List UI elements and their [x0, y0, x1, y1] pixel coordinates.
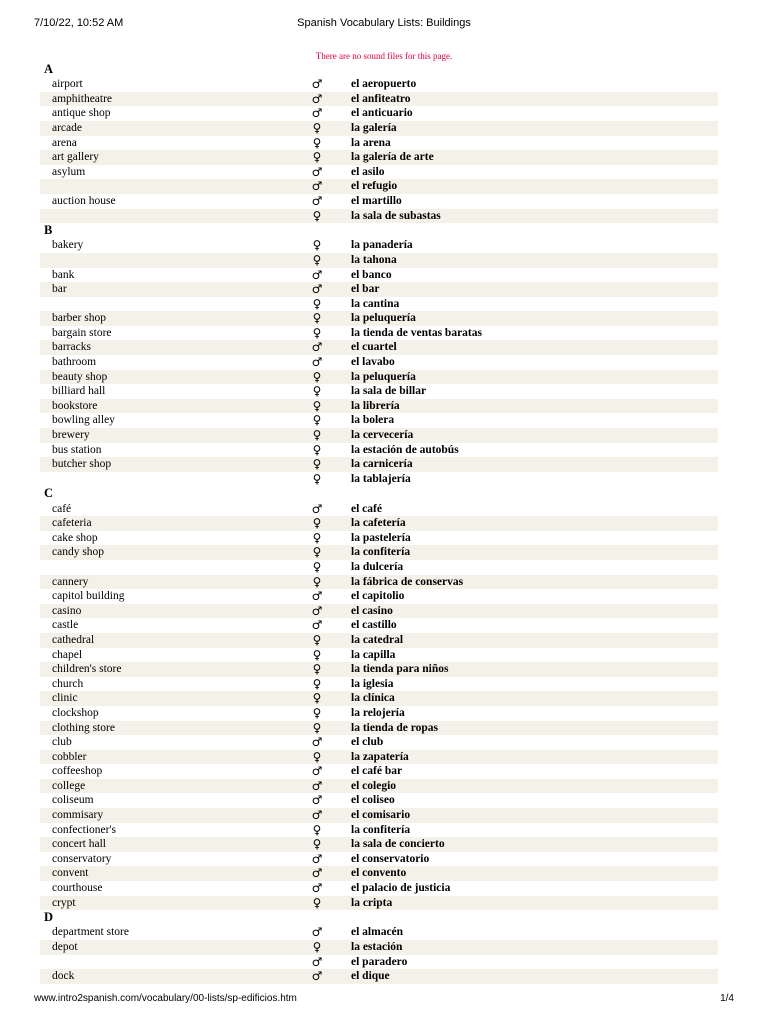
feminine-icon: ♀	[312, 662, 322, 677]
vocab-row	[40, 691, 718, 706]
vocab-row	[40, 940, 718, 955]
feminine-icon: ♀	[312, 325, 322, 340]
spanish-term: el almacén	[351, 926, 404, 939]
spanish-term: el coliseo	[351, 794, 395, 807]
spanish-term: la sala de subastas	[351, 209, 441, 222]
vocab-row	[40, 194, 718, 209]
masculine-icon: ♂	[311, 179, 323, 194]
spanish-term: la tienda para niños	[351, 663, 449, 676]
spanish-term: el anfiteatro	[351, 92, 411, 105]
masculine-icon: ♂	[311, 618, 323, 633]
spanish-term: el bar	[351, 283, 380, 296]
vocab-row	[40, 399, 718, 414]
english-term: clinic	[52, 692, 78, 705]
spanish-term: la cantina	[351, 297, 400, 310]
spanish-term: la tienda de ropas	[351, 721, 439, 734]
spanish-term: la librería	[351, 399, 400, 412]
vocab-row	[40, 852, 718, 867]
vocab-row	[40, 384, 718, 399]
spanish-term: el casino	[351, 604, 393, 617]
spanish-term: la confitería	[351, 823, 411, 836]
masculine-icon: ♂	[311, 91, 323, 106]
spanish-term: el anticuario	[351, 107, 413, 120]
english-term: clockshop	[52, 706, 99, 719]
spanish-term: la galería de arte	[351, 151, 434, 164]
masculine-icon: ♂	[311, 954, 323, 969]
spanish-term: la panadería	[351, 239, 413, 252]
masculine-icon: ♂	[311, 501, 323, 516]
masculine-icon: ♂	[311, 603, 323, 618]
masculine-icon: ♂	[311, 866, 323, 881]
vocab-row	[40, 165, 718, 180]
feminine-icon: ♀	[312, 120, 322, 135]
masculine-icon: ♂	[311, 193, 323, 208]
feminine-icon: ♀	[312, 369, 322, 384]
feminine-icon: ♀	[312, 442, 322, 457]
english-term: convent	[52, 867, 89, 880]
spanish-term: el cuartel	[351, 341, 397, 354]
english-term: amphitheatre	[52, 92, 113, 105]
spanish-term: la sala de billar	[351, 385, 427, 398]
spanish-term: el paradero	[351, 955, 408, 968]
vocab-row	[40, 604, 718, 619]
spanish-term: la catedral	[351, 633, 404, 646]
english-term: airport	[52, 78, 83, 91]
vocabulary-list	[40, 62, 718, 984]
feminine-icon: ♀	[312, 749, 322, 764]
masculine-icon: ♂	[311, 969, 323, 984]
spanish-term: el colegio	[351, 779, 397, 792]
vocab-row	[40, 311, 718, 326]
vocab-row	[40, 575, 718, 590]
feminine-icon: ♀	[312, 398, 322, 413]
vocab-row	[40, 677, 718, 692]
vocab-row	[40, 238, 718, 253]
masculine-icon: ♂	[311, 851, 323, 866]
section-letter-b: B	[44, 223, 53, 238]
feminine-icon: ♀	[312, 822, 322, 837]
vocab-row	[40, 516, 718, 531]
feminine-icon: ♀	[312, 252, 322, 267]
spanish-term: la carnicería	[351, 458, 413, 471]
spanish-term: la tahona	[351, 253, 397, 266]
vocab-row	[40, 560, 718, 575]
english-term: chapel	[52, 648, 83, 661]
vocab-row	[40, 121, 718, 136]
vocab-row	[40, 253, 718, 268]
vocab-row	[40, 326, 718, 341]
english-term: bathroom	[52, 356, 97, 369]
english-term: billiard hall	[52, 385, 106, 398]
masculine-icon: ♂	[311, 881, 323, 896]
english-term: brewery	[52, 429, 90, 442]
feminine-icon: ♀	[312, 676, 322, 691]
vocab-row	[40, 808, 718, 823]
masculine-icon: ♂	[311, 355, 323, 370]
spanish-term: la cervecería	[351, 429, 414, 442]
english-term: bus station	[52, 443, 102, 456]
masculine-icon: ♂	[311, 106, 323, 121]
english-term: club	[52, 736, 72, 749]
spanish-term: el lavabo	[351, 356, 395, 369]
english-term: college	[52, 779, 86, 792]
spanish-term: la estación de autobús	[351, 443, 459, 456]
english-term: confectioner's	[52, 823, 117, 836]
spanish-term: el asilo	[351, 165, 385, 178]
english-term: church	[52, 677, 84, 690]
vocab-row	[40, 764, 718, 779]
english-term: antique shop	[52, 107, 111, 120]
feminine-icon: ♀	[312, 208, 322, 223]
vocab-row	[40, 896, 718, 911]
print-header	[0, 17, 768, 31]
vocab-row	[40, 925, 718, 940]
section-letter-c: C	[44, 486, 54, 501]
english-term: depot	[52, 941, 78, 953]
feminine-icon: ♀	[312, 457, 322, 472]
vocab-row	[40, 750, 718, 765]
english-term: commisary	[52, 809, 104, 822]
vocab-row	[40, 136, 718, 151]
masculine-icon: ♂	[311, 735, 323, 750]
spanish-term: el comisario	[351, 809, 411, 822]
english-term: children's store	[52, 663, 122, 676]
vocab-row	[40, 355, 718, 370]
english-term: café	[52, 502, 72, 515]
masculine-icon: ♂	[311, 267, 323, 282]
vocab-row	[40, 735, 718, 750]
vocab-row	[40, 77, 718, 92]
english-term: barracks	[52, 341, 91, 354]
feminine-icon: ♀	[312, 632, 322, 647]
feminine-icon: ♀	[312, 940, 322, 954]
vocab-row	[40, 282, 718, 297]
feminine-icon: ♀	[312, 238, 322, 253]
vocab-row	[40, 209, 718, 224]
masculine-icon: ♂	[311, 764, 323, 779]
masculine-icon: ♂	[311, 793, 323, 808]
spanish-term: el banco	[351, 268, 392, 281]
vocab-row	[40, 472, 718, 487]
spanish-term: la zapatería	[351, 750, 409, 763]
spanish-term: la relojería	[351, 706, 405, 719]
vocab-row	[40, 881, 718, 896]
vocab-row	[40, 648, 718, 663]
english-term: cannery	[52, 575, 89, 588]
vocab-row	[40, 969, 718, 984]
feminine-icon: ♀	[312, 428, 322, 443]
feminine-icon: ♀	[312, 530, 322, 545]
spanish-term: la cripta	[351, 896, 393, 909]
spanish-term: el café	[351, 502, 382, 515]
vocab-row	[40, 268, 718, 283]
vocab-row	[40, 413, 718, 428]
vocab-row	[40, 428, 718, 443]
english-term: cake shop	[52, 531, 98, 544]
vocab-row	[40, 179, 718, 194]
feminine-icon: ♀	[312, 691, 322, 706]
spanish-term: la fábrica de conservas	[351, 575, 464, 588]
page-title: Spanish Vocabulary Lists: Buildings	[297, 17, 471, 29]
english-term: cafeteria	[52, 517, 92, 530]
english-term: department store	[52, 926, 129, 939]
feminine-icon: ♀	[312, 574, 322, 589]
spanish-term: el café bar	[351, 765, 403, 778]
print-datetime: 7/10/22, 10:52 AM	[34, 17, 124, 29]
spanish-term: la peluquería	[351, 312, 416, 325]
english-term: cobbler	[52, 750, 87, 763]
vocab-row	[40, 531, 718, 546]
vocab-row	[40, 706, 718, 721]
vocab-row	[40, 150, 718, 165]
spanish-term: el conservatorio	[351, 852, 430, 865]
spanish-term: la peluquería	[351, 370, 416, 383]
masculine-icon: ♂	[311, 77, 323, 92]
vocab-row	[40, 589, 718, 604]
english-term: asylum	[52, 165, 86, 178]
english-term: auction house	[52, 194, 116, 207]
masculine-icon: ♂	[311, 282, 323, 297]
english-term: bar	[52, 283, 67, 296]
feminine-icon: ♀	[312, 296, 322, 311]
vocab-row	[40, 340, 718, 355]
vocab-row	[40, 633, 718, 648]
vocab-row	[40, 297, 718, 312]
spanish-term: el aeropuerto	[351, 78, 417, 91]
spanish-term: el refugio	[351, 180, 398, 193]
spanish-term: el convento	[351, 867, 407, 880]
spanish-term: el club	[351, 736, 384, 749]
spanish-term: la arena	[351, 136, 391, 149]
vocab-row	[40, 837, 718, 852]
english-term: beauty shop	[52, 370, 108, 383]
english-term: courthouse	[52, 882, 103, 895]
vocab-row	[40, 457, 718, 472]
spanish-term: la confitería	[351, 546, 411, 559]
english-term: conservatory	[52, 852, 112, 865]
feminine-icon: ♀	[312, 413, 322, 428]
spanish-term: la tablajería	[351, 472, 411, 485]
english-term: crypt	[52, 896, 76, 909]
vocab-row	[40, 618, 718, 633]
vocab-row	[40, 662, 718, 677]
spanish-term: la estación	[351, 941, 403, 953]
spanish-term: el martillo	[351, 194, 402, 207]
vocab-row	[40, 370, 718, 385]
feminine-icon: ♀	[312, 135, 322, 150]
feminine-icon: ♀	[312, 705, 322, 720]
sound-files-notice: There are no sound files for this page.	[315, 51, 453, 61]
vocab-row	[40, 823, 718, 838]
english-term: bakery	[52, 239, 84, 252]
spanish-term: la clínica	[351, 692, 395, 705]
feminine-icon: ♀	[312, 559, 322, 574]
masculine-icon: ♂	[311, 164, 323, 179]
page-url: www.intro2spanish.com/vocabulary/00-lists/sp-edificios.htm	[34, 993, 297, 1004]
spanish-term: la dulcería	[351, 560, 404, 573]
vocab-row	[40, 106, 718, 121]
feminine-icon: ♀	[312, 150, 322, 165]
english-term: castle	[52, 619, 79, 632]
english-term: bank	[52, 268, 75, 281]
spanish-term: la sala de concierto	[351, 838, 445, 851]
feminine-icon: ♀	[312, 837, 322, 852]
vocab-row	[40, 502, 718, 517]
section-letter-a: A	[44, 62, 54, 76]
section-letter-d: D	[44, 910, 54, 925]
feminine-icon: ♀	[312, 545, 322, 560]
english-term: candy shop	[52, 546, 105, 559]
feminine-icon: ♀	[312, 895, 322, 910]
vocab-row	[40, 866, 718, 881]
english-term: art gallery	[52, 151, 99, 164]
feminine-icon: ♀	[312, 471, 322, 486]
spanish-term: la iglesia	[351, 677, 394, 690]
english-term: coliseum	[52, 794, 94, 807]
english-term: capitol building	[52, 590, 125, 603]
vocab-row	[40, 443, 718, 458]
spanish-term: el capitolio	[351, 590, 405, 603]
vocab-row	[40, 545, 718, 560]
feminine-icon: ♀	[312, 311, 322, 326]
english-term: bargain store	[52, 326, 112, 339]
english-term: coffeeshop	[52, 765, 103, 778]
masculine-icon: ♂	[311, 925, 323, 940]
spanish-term: el palacio de justicia	[351, 882, 451, 895]
masculine-icon: ♂	[311, 340, 323, 355]
english-term: butcher shop	[52, 458, 112, 471]
masculine-icon: ♂	[311, 589, 323, 604]
feminine-icon: ♀	[312, 647, 322, 662]
spanish-term: el castillo	[351, 619, 397, 632]
spanish-term: el dique	[351, 970, 390, 983]
english-term: barber shop	[52, 312, 106, 325]
vocab-row	[40, 721, 718, 736]
vocab-row	[40, 955, 718, 970]
vocab-row	[40, 793, 718, 808]
masculine-icon: ♂	[311, 778, 323, 793]
vocab-row	[40, 779, 718, 794]
english-term: arena	[52, 136, 77, 149]
vocab-row	[40, 92, 718, 107]
masculine-icon: ♂	[311, 808, 323, 823]
feminine-icon: ♀	[312, 384, 322, 399]
spanish-term: la galería	[351, 121, 397, 134]
english-term: clothing store	[52, 721, 115, 734]
feminine-icon: ♀	[312, 720, 322, 735]
english-term: casino	[52, 604, 82, 617]
spanish-term: la bolera	[351, 414, 395, 427]
spanish-term: la cafetería	[351, 517, 406, 530]
english-term: cathedral	[52, 633, 95, 646]
english-term: concert hall	[52, 838, 106, 851]
english-term: bookstore	[52, 399, 98, 412]
spanish-term: la pastelería	[351, 531, 411, 544]
spanish-term: la tienda de ventas baratas	[351, 326, 482, 339]
english-term: arcade	[52, 121, 82, 134]
english-term: bowling alley	[52, 414, 115, 427]
feminine-icon: ♀	[312, 516, 322, 531]
spanish-term: la capilla	[351, 648, 396, 661]
english-term: dock	[52, 970, 75, 983]
page-number: 1/4	[720, 993, 734, 1004]
